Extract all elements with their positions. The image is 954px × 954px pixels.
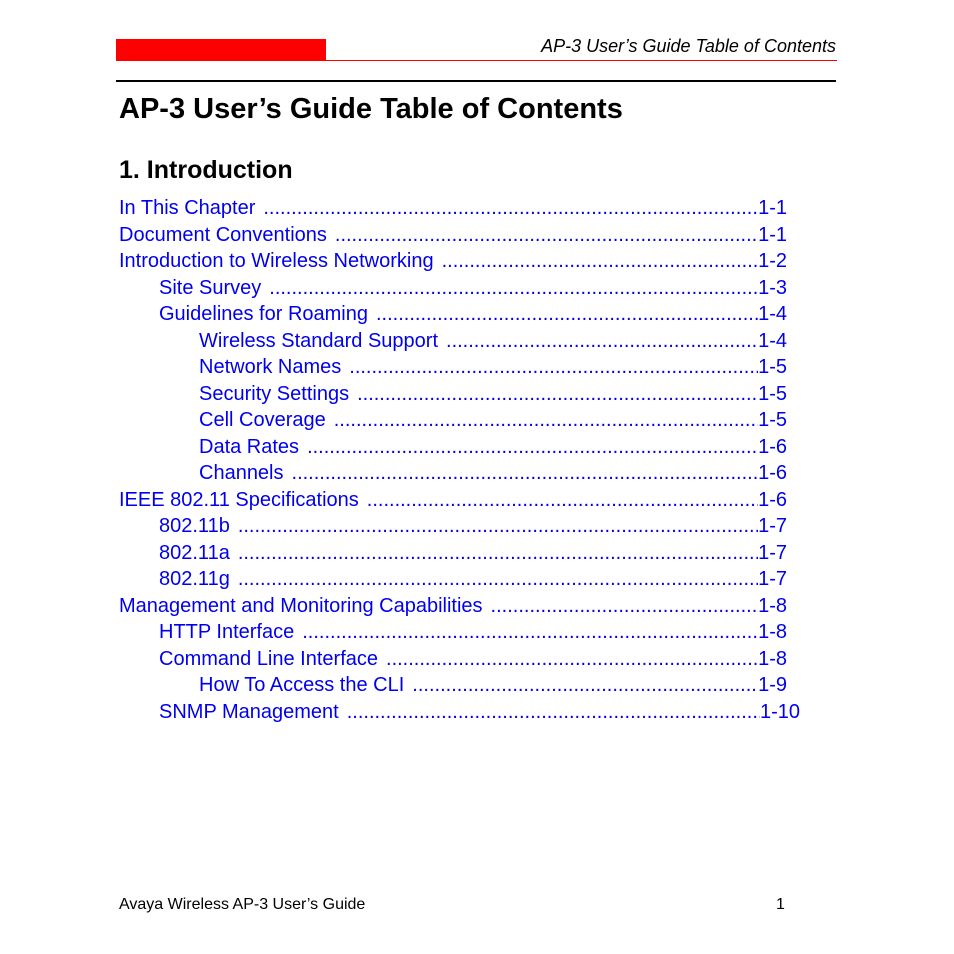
toc-dot-leader [238, 513, 758, 539]
footer-page-number: 1 [776, 896, 785, 913]
toc-entry-label: Wireless Standard Support [199, 329, 439, 352]
toc-entry-label: Cell Coverage [199, 409, 326, 431]
toc-entry[interactable] [119, 195, 787, 221]
toc-entry[interactable] [159, 646, 787, 672]
toc-dot-leader [376, 301, 758, 327]
toc-dot-leader [446, 328, 758, 354]
chapter-heading: 1. Introduction [119, 156, 293, 184]
page-title: AP-3 User’s Guide Table of Contents [119, 93, 623, 125]
toc-entry[interactable] [199, 354, 787, 380]
toc-dot-leader [302, 619, 758, 645]
toc-entry-label: Command Line Interface [159, 647, 379, 670]
toc-entry[interactable] [159, 275, 787, 301]
toc-entry-page: 1-4 [758, 303, 787, 325]
toc-entry-page: 1-1 [758, 197, 787, 219]
toc-entry[interactable] [159, 513, 787, 539]
toc-entry-page: 1-8 [758, 647, 787, 670]
running-header-title: AP-3 User’s Guide Table of Contents [541, 36, 836, 56]
toc-dot-leader [334, 407, 758, 433]
toc-entry[interactable] [119, 593, 787, 619]
toc-entry-label: In This Chapter [119, 197, 256, 219]
toc-entry[interactable] [119, 487, 787, 513]
toc-entry-label: 802.11a [159, 541, 230, 564]
toc-entry-page: 1-5 [758, 356, 787, 378]
toc-entry[interactable] [199, 460, 787, 486]
toc-entry-label: How To Access the CLI [199, 674, 405, 696]
toc-entry[interactable] [119, 248, 787, 274]
toc-entry-page: 1-3 [758, 276, 787, 299]
toc-entry[interactable] [199, 672, 787, 698]
toc-entry-page: 1-10 [759, 700, 800, 723]
toc-entry-label: Site Survey [159, 276, 262, 299]
toc-entry-label: Security Settings [199, 382, 350, 405]
toc-dot-leader [292, 460, 759, 486]
toc-entry-page: 1-2 [758, 250, 787, 272]
toc-entry-label: Document Conventions [119, 223, 327, 246]
toc-dot-leader [269, 275, 758, 301]
toc-entry-page: 1-5 [758, 382, 787, 405]
toc-entry-label: Data Rates [199, 435, 300, 458]
toc-entry-label: Channels [199, 462, 284, 484]
toc-entry[interactable] [159, 301, 787, 327]
toc-entry-page: 1-6 [758, 488, 787, 511]
toc-entry-page: 1-8 [758, 621, 787, 643]
toc-entry-label: IEEE 802.11 Specifications [119, 488, 359, 511]
toc-entry-page: 1-8 [758, 594, 787, 617]
toc-entry-page: 1-7 [758, 541, 787, 564]
toc-entry-label: Network Names [199, 356, 342, 378]
toc-entry[interactable] [199, 434, 787, 460]
toc-entry-label: 802.11g [159, 568, 230, 590]
toc-dot-leader [347, 699, 760, 725]
toc-entry[interactable] [159, 699, 800, 725]
toc-dot-leader [238, 540, 758, 566]
toc-entry-page: 1-7 [758, 568, 787, 590]
toc-dot-leader [349, 354, 758, 380]
toc-entry-page: 1-4 [758, 329, 787, 352]
toc-entry-label: SNMP Management [159, 700, 339, 723]
toc-entry[interactable] [119, 222, 787, 248]
toc-dot-leader [442, 248, 759, 274]
toc-entry[interactable] [199, 328, 787, 354]
toc-entry-label: HTTP Interface [159, 621, 295, 643]
toc-dot-leader [412, 672, 758, 698]
toc-dot-leader [491, 593, 759, 619]
footer-book-title: Avaya Wireless AP-3 User’s Guide [119, 896, 366, 913]
toc-entry-label: 802.11b [159, 515, 230, 537]
toc-dot-leader [307, 434, 758, 460]
toc-dot-leader [238, 566, 758, 592]
toc-entry-page: 1-5 [758, 409, 787, 431]
toc-entry[interactable] [199, 407, 787, 433]
toc-dot-leader [367, 487, 758, 513]
toc-entry-page: 1-9 [758, 674, 787, 696]
toc-dot-leader [386, 646, 758, 672]
toc-entry-page: 1-7 [758, 515, 787, 537]
toc-entry[interactable] [199, 381, 787, 407]
toc-entry[interactable] [159, 566, 787, 592]
toc-entry-page: 1-1 [758, 223, 787, 246]
toc-entry[interactable] [159, 540, 787, 566]
toc-dot-leader [263, 195, 758, 221]
toc-entry-page: 1-6 [758, 462, 787, 484]
toc-entry-label: Introduction to Wireless Networking [119, 250, 434, 272]
toc-entry-label: Guidelines for Roaming [159, 303, 368, 325]
toc-entry-label: Management and Monitoring Capabilities [119, 594, 483, 617]
toc-entry[interactable] [159, 619, 787, 645]
toc-entry-page: 1-6 [758, 435, 787, 458]
toc-dot-leader [357, 381, 758, 407]
toc-dot-leader [335, 222, 758, 248]
